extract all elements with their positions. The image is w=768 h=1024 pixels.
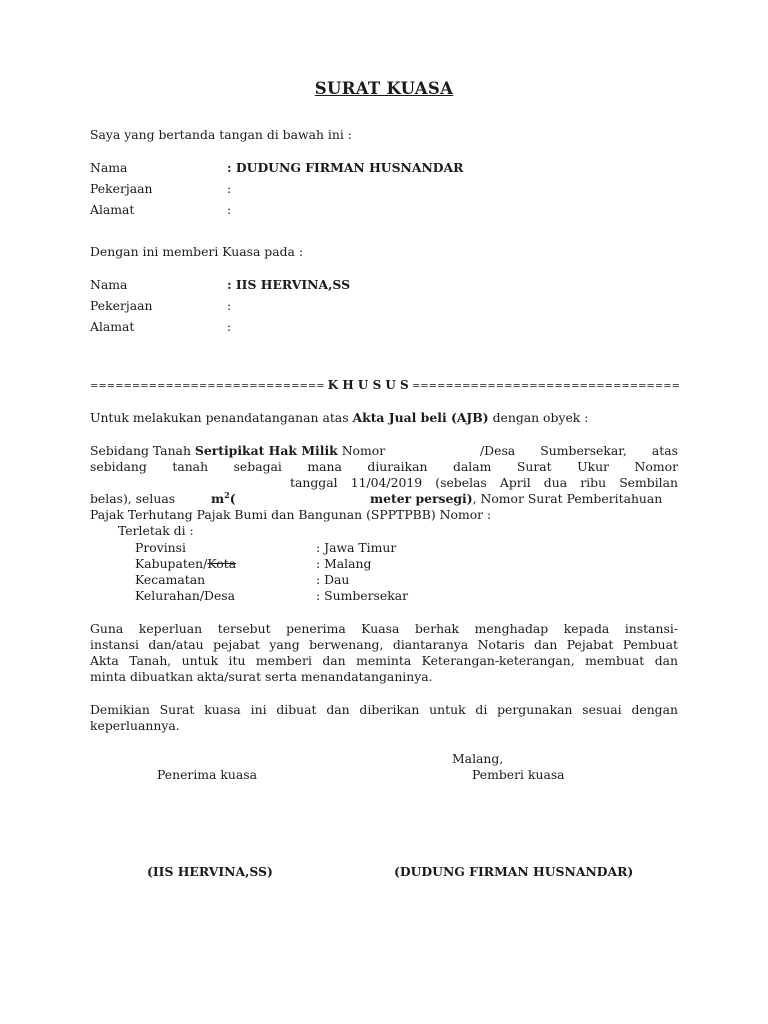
m-sup: 2 xyxy=(224,489,230,500)
kecamatan-label: Kecamatan xyxy=(135,572,206,587)
penerima-pekerjaan-label: Pekerjaan xyxy=(90,298,153,313)
object-line-5: Pajak Terhutang Pajak Bumi dan Bangunan (SPPTPBB) Nomor : xyxy=(90,507,492,522)
open-paren: ( xyxy=(229,491,236,506)
signature-place: Malang, xyxy=(452,751,504,766)
object-line-3: tanggal 11/04/2019 (sebelas April dua ribu Sembilan xyxy=(290,475,678,490)
pemberi-pekerjaan-value: : xyxy=(227,181,232,196)
guna-line-4: minta dibuatkan akta/surat serta menandatanganinya. xyxy=(90,669,433,684)
pemberi-nama-label: Nama xyxy=(90,160,128,175)
khusus-separator xyxy=(90,377,680,395)
kabupaten-value: : Malang xyxy=(316,556,372,571)
penerima-nama-value: : IIS HERVINA,SS xyxy=(227,277,351,292)
object-text: Sebidang Tanah xyxy=(90,443,195,458)
separator-left: ============================ xyxy=(90,381,325,392)
spt-label: , Nomor Surat Pemberitahuan xyxy=(472,491,663,506)
penerima-kuasa-label: Penerima kuasa xyxy=(157,767,258,782)
guna-line-2: instansi dan/atau pejabat yang berwenang, diantaranya Notaris dan Pejabat Pembuat xyxy=(90,637,678,652)
m-unit: m xyxy=(211,491,225,506)
provinsi-label: Provinsi xyxy=(135,540,186,555)
demikian-line-2: keperluannya. xyxy=(90,718,180,733)
pemberi-kuasa-label: Pemberi kuasa xyxy=(472,767,565,782)
penerima-pekerjaan-value: : xyxy=(227,298,232,313)
kecamatan-value: : Dau xyxy=(316,572,350,587)
guna-line-3: Akta Tanah, untuk itu memberi dan meminta Keterangan-keterangan, membuat dan xyxy=(90,653,678,668)
terletak-label: Terletak di : xyxy=(118,523,194,538)
object-line-4-m xyxy=(211,491,236,507)
purpose-post: dengan obyek : xyxy=(488,410,589,425)
shm-label: Sertipikat Hak Milik xyxy=(194,443,338,458)
penerima-nama-label: Nama xyxy=(90,277,128,292)
penerima-signatory-name: (IIS HERVINA,SS) xyxy=(147,864,273,879)
separator-right: ================================ xyxy=(411,381,681,392)
object-line-2: sebidang tanah sebagai mana diuraikan dalam Surat Ukur Nomor xyxy=(90,459,678,474)
object-line-1b: /Desa Sumbersekar, atas xyxy=(480,443,678,458)
memberi-kuasa-text: Dengan ini memberi Kuasa pada : xyxy=(90,244,304,259)
kabupaten-text: Kabupaten/ xyxy=(135,556,208,571)
pemberi-pekerjaan-label: Pekerjaan xyxy=(90,181,153,196)
kelurahan-label: Kelurahan/Desa xyxy=(135,588,236,603)
purpose-ajb: Akta Jual beli (AJB) xyxy=(352,410,489,425)
object-line-4-end xyxy=(370,491,662,507)
document-title: SURAT KUASA xyxy=(314,79,454,98)
purpose-text xyxy=(90,410,588,426)
khusus-heading: K H U S U S xyxy=(327,378,409,392)
intro-text: Saya yang bertanda tangan di bawah ini : xyxy=(90,127,352,142)
demikian-line-1: Demikian Surat kuasa ini dibuat dan diberikan untuk di pergunakan sesuai dengan xyxy=(90,702,678,717)
nomor-label: Nomor xyxy=(337,443,386,458)
pemberi-nama-value: : DUDUNG FIRMAN HUSNANDAR xyxy=(227,160,464,175)
pemberi-alamat-label: Alamat xyxy=(90,202,135,217)
meter-persegi: meter persegi) xyxy=(370,491,473,506)
object-line-1a xyxy=(90,443,385,459)
pemberi-alamat-value: : xyxy=(227,202,232,217)
object-line-4a: belas), seluas xyxy=(90,491,176,506)
kabupaten-label xyxy=(135,556,236,572)
penerima-alamat-label: Alamat xyxy=(90,319,135,334)
guna-line-1: Guna keperluan tersebut penerima Kuasa berhak menghadap kepada instansi- xyxy=(90,621,678,636)
purpose-pre: Untuk melakukan penandatanganan atas xyxy=(90,410,353,425)
kota-struck: Kota xyxy=(207,556,237,571)
penerima-alamat-value: : xyxy=(227,319,232,334)
pemberi-signatory-name: (DUDUNG FIRMAN HUSNANDAR) xyxy=(394,864,634,879)
provinsi-value: : Jawa Timur xyxy=(316,540,397,555)
kelurahan-value: : Sumbersekar xyxy=(316,588,409,603)
